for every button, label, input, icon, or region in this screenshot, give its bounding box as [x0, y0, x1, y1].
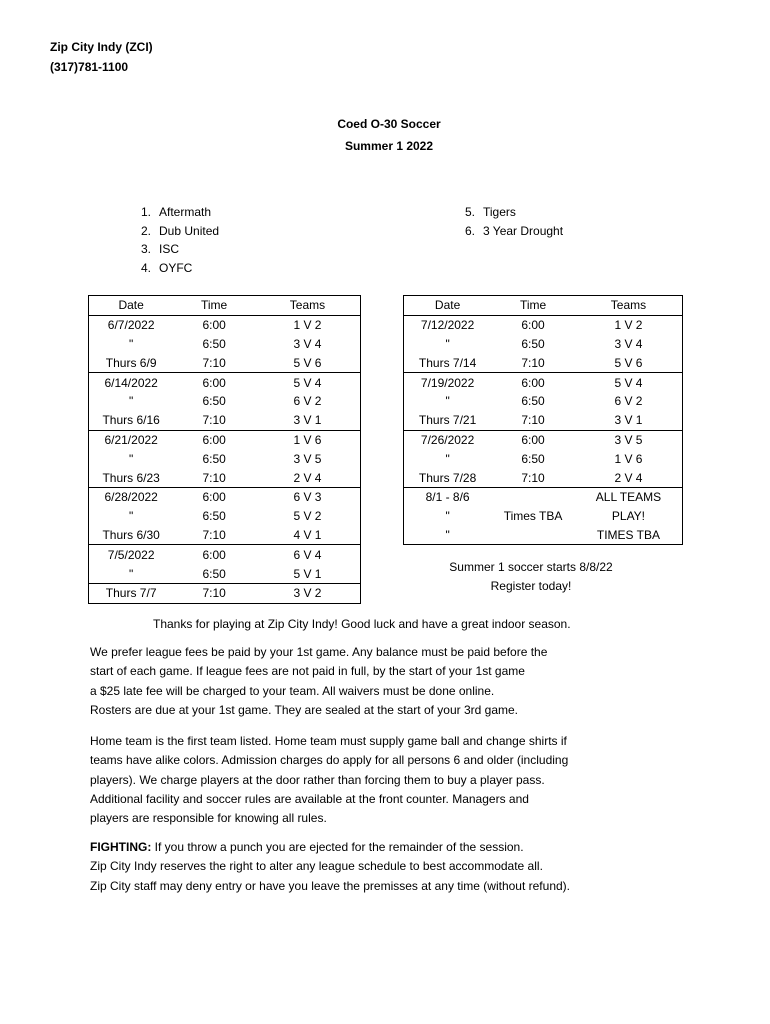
teams-cell: 5 V 4 [614, 375, 643, 390]
time-header: Time [491, 296, 575, 316]
table-row [89, 526, 361, 545]
date-cell: Thurs 6/23 [89, 468, 174, 487]
table-header-row [89, 296, 361, 316]
time-cell: 6:50 [521, 394, 545, 409]
team-item: 1. Aftermath [141, 205, 212, 219]
time-cell: 7:10 [491, 468, 575, 487]
table-row [404, 449, 683, 468]
teams-cell: 5 V 4 [293, 375, 322, 390]
time-cell: 7:10 [491, 411, 575, 430]
teams-cell: 6 V 3 [293, 490, 322, 505]
fees-line: We prefer league fees be paid by your 1st game. Any balance must be paid before the [90, 645, 548, 659]
fees-line: Rosters are due at your 1st game. They are sealed at the start of your 3rd game. [90, 702, 519, 717]
time-cell: 7:10 [173, 526, 255, 545]
date-cell: 6/28/2022 [104, 490, 158, 505]
fighting-label: FIGHTING: [90, 840, 152, 854]
org-name: Zip City Indy (ZCI) [50, 40, 153, 54]
table-row [89, 487, 361, 506]
date-cell: Thurs 7/28 [404, 468, 492, 487]
date-cell: " [129, 394, 134, 409]
date-cell: " [129, 509, 134, 524]
table-row [89, 449, 361, 468]
teams-cell: 1 V 6 [614, 451, 643, 466]
date-cell: Thurs 7/14 [404, 353, 492, 372]
team-list-left [141, 203, 219, 277]
table-row [89, 335, 361, 354]
date-cell: 6/21/2022 [104, 432, 158, 447]
table-row [89, 583, 361, 603]
date-cell: " [445, 451, 450, 466]
team-item: 6. 3 Year Drought [465, 223, 564, 238]
date-cell: 7/5/2022 [107, 547, 155, 562]
time-cell: 6:50 [202, 336, 226, 351]
schedule-policy-line: Zip City Indy reserves the right to alter any league schedule to best accommodate all. [90, 859, 543, 874]
table-row [404, 392, 683, 411]
date-cell: " [445, 336, 450, 351]
table-row [404, 526, 683, 545]
time-cell: 7:10 [173, 411, 255, 430]
teams-cell: ALL TEAMS [595, 490, 662, 505]
rules-line: players). We charge players at the door rather than forcing them to buy a player pass. [90, 772, 545, 787]
time-cell [491, 487, 575, 506]
time-cell: 6:00 [202, 318, 226, 333]
league-title: Coed O-30 Soccer [337, 117, 441, 131]
teams-cell: 3 V 4 [614, 336, 643, 351]
teams-cell: 3 V 5 [614, 432, 643, 447]
teams-cell: 5 V 6 [575, 353, 683, 372]
time-cell: 6:50 [173, 564, 255, 583]
date-header: Date [89, 296, 174, 316]
fighting-line [90, 838, 570, 857]
date-cell: 7/19/2022 [420, 375, 475, 390]
time-cell: 6:00 [521, 432, 545, 447]
date-cell: 8/1 - 8/6 [425, 490, 470, 505]
table-row [404, 430, 683, 449]
table-row [89, 392, 361, 411]
teams-cell: 4 V 1 [255, 526, 361, 545]
table-row [89, 564, 361, 583]
schedule-table-left [88, 295, 361, 604]
time-cell: 6:00 [202, 547, 226, 562]
rules-line: Additional facility and soccer rules are available at the front counter. Managers and [90, 791, 529, 806]
notice-register: Register today! [490, 579, 572, 593]
table-row [89, 507, 361, 526]
table-row [89, 468, 361, 487]
teams-cell: 6 V 2 [614, 394, 643, 409]
teams-cell: 5 V 6 [255, 353, 361, 372]
date-cell: 6/14/2022 [104, 375, 158, 390]
time-cell: 6:00 [521, 375, 545, 390]
date-cell: Thurs 6/9 [89, 353, 174, 372]
table-row [89, 545, 361, 564]
time-cell: 6:50 [202, 509, 226, 524]
table-row [404, 335, 683, 354]
time-cell: 6:00 [202, 432, 226, 447]
fighting-text: If you throw a punch you are ejected for the remainder of the session. [151, 840, 524, 854]
teams-cell: TIMES TBA [596, 527, 661, 542]
teams-cell: 5 V 1 [255, 564, 361, 583]
table-row [404, 507, 683, 526]
table-row [404, 411, 683, 430]
teams-cell: 2 V 4 [255, 468, 361, 487]
table-row [404, 373, 683, 392]
date-cell: Thurs 6/16 [89, 411, 174, 430]
rules-paragraph [90, 732, 568, 828]
teams-cell: 1 V 6 [293, 432, 322, 447]
table-header-row [404, 296, 683, 316]
date-cell: " [445, 509, 450, 524]
table-row [89, 373, 361, 392]
date-cell: " [445, 394, 450, 409]
time-header: Time [173, 296, 255, 316]
teams-cell: 6 V 2 [293, 394, 322, 409]
table-row [89, 353, 361, 372]
season-title: Summer 1 2022 [344, 139, 434, 153]
fees-line: a $25 late fee will be charged to your team. All waivers must be done online. [90, 683, 495, 698]
teams-cell: 3 V 5 [293, 451, 322, 466]
entry-policy-line: Zip City staff may deny entry or have you leave the premisses at any time (without refund). [90, 878, 570, 893]
date-cell: " [129, 451, 134, 466]
registration-notice [403, 558, 659, 596]
team-item: 2. Dub United [141, 223, 220, 238]
rules-line: players are responsible for knowing all rules. [90, 811, 327, 826]
teams-cell: 3 V 4 [293, 336, 322, 351]
table-row [404, 315, 683, 334]
teams-cell: 2 V 4 [575, 468, 683, 487]
date-cell: " [89, 564, 174, 583]
time-cell: 6:50 [202, 394, 226, 409]
date-cell: 6/7/2022 [107, 318, 155, 333]
time-cell: 6:00 [521, 318, 545, 333]
time-cell: 6:00 [202, 490, 226, 505]
date-cell: Thurs 6/30 [89, 526, 174, 545]
table-row [89, 430, 361, 449]
team-list-right [465, 203, 563, 240]
table-row [89, 315, 361, 334]
team-item: 5. Tigers [465, 205, 516, 219]
fees-line: start of each game. If league fees are not paid in full, by the start of your 1st game [90, 664, 525, 679]
date-header: Date [404, 296, 492, 316]
teams-cell: 1 V 2 [614, 318, 643, 333]
org-phone: (317)781-1100 [50, 60, 129, 74]
time-cell: 6:50 [521, 451, 545, 466]
teams-cell: 1 V 2 [293, 318, 322, 333]
date-cell: 7/26/2022 [420, 432, 475, 447]
time-cell [491, 526, 575, 545]
rules-line: Home team is the first team listed. Home team must supply game ball and change shirts if [90, 734, 567, 748]
time-cell: 7:10 [202, 586, 226, 601]
team-item: 4. OYFC [141, 260, 193, 275]
time-cell: 6:50 [202, 451, 226, 466]
time-cell: 7:10 [173, 468, 255, 487]
time-cell: 7:10 [173, 353, 255, 372]
time-cell: Times TBA [503, 509, 563, 524]
time-cell: 6:00 [202, 375, 226, 390]
teams-cell: 3 V 2 [293, 586, 322, 601]
teams-header: Teams [575, 296, 683, 316]
date-cell: " [129, 336, 134, 351]
teams-cell: 3 V 1 [575, 411, 683, 430]
table-row [404, 353, 683, 372]
table-row [89, 411, 361, 430]
notice-start-date: Summer 1 soccer starts 8/8/22 [449, 560, 613, 574]
teams-cell: PLAY! [611, 509, 646, 524]
time-cell: 6:50 [521, 336, 545, 351]
date-cell: Thurs 7/7 [105, 586, 157, 601]
fighting-paragraph [90, 838, 570, 896]
teams-cell: 6 V 4 [293, 547, 322, 562]
team-item: 3. ISC [141, 242, 180, 256]
date-cell: " [445, 527, 450, 542]
fees-paragraph [90, 643, 547, 720]
teams-cell: 5 V 2 [293, 509, 322, 524]
teams-cell: 3 V 1 [255, 411, 361, 430]
thanks-line: Thanks for playing at Zip City Indy! Good luck and have a great indoor season. [153, 617, 571, 631]
table-row [404, 468, 683, 487]
time-cell: 7:10 [491, 353, 575, 372]
date-cell: 7/12/2022 [420, 318, 475, 333]
date-cell: Thurs 7/21 [404, 411, 492, 430]
table-row [404, 487, 683, 506]
rules-line: teams have alike colors. Admission charges do apply for all persons 6 and older (including [90, 753, 569, 768]
teams-header: Teams [255, 296, 361, 316]
schedule-table-right [403, 295, 683, 545]
